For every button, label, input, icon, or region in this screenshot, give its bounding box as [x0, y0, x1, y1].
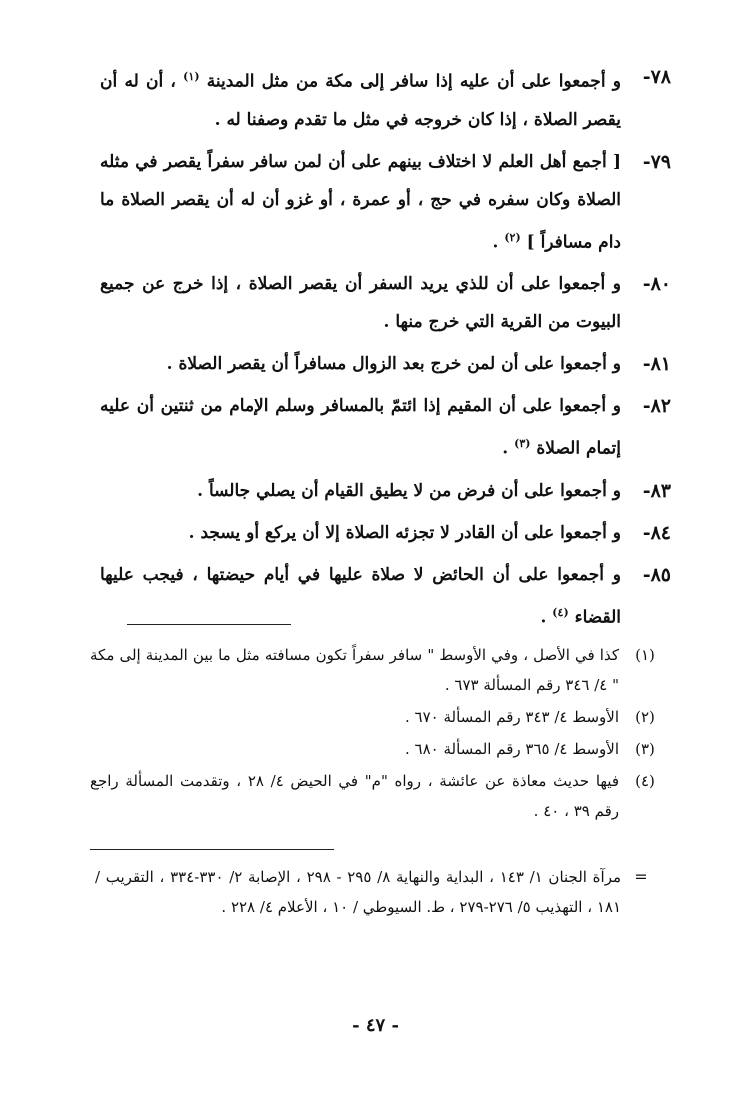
item-number: ٨٣- [642, 479, 671, 502]
footnote-text: كذا في الأصل ، وفي الأوسط " سافر سفراً تكون مسافته مثل ما بين المدينة إلى مكة " ٤/ ٣٤٦ رقم المسألة ٦٧٣ . [90, 646, 619, 694]
paragraph-82 [100, 387, 671, 468]
footnote-ref: (٤) [552, 605, 569, 619]
footnote-text: الأوسط ٤/ ٣٦٥ رقم المسألة ٦٨٠ . [404, 740, 619, 758]
paragraph-84 [100, 514, 671, 552]
item-number: ٨٢- [642, 395, 671, 418]
footnote-ref: (٢) [504, 230, 521, 244]
paragraph-83 [100, 472, 671, 510]
continued-footnote [95, 862, 661, 922]
item-number: ٨٥- [642, 563, 671, 586]
continuation-text: مرآة الجنان ١/ ١٤٣ ، البداية والنهاية ٨/ ٢٩٥ - ٢٩٨ ، الإصابة ٢/ ٣٣٠-٣٣٤ ، التقريب / ١٨١ ، التهذيب ٥/ ٢٧٦-٢٧٩ ، ط. السيوطي / ١٠ ، الأعلام ٤/ ٢٢٨ . [95, 868, 622, 916]
paragraph-80 [100, 265, 671, 341]
main-text [100, 58, 671, 641]
page-number: - ٤٧ - [352, 1015, 399, 1036]
item-text: و أجمعوا على أن القادر لا تجزئه الصلاة إلا أن يركع أو يسجد . [188, 522, 621, 543]
item-text: و أجمعوا على أن للذي يريد السفر أن يقصر الصلاة ، إذا خرج عن جميع البيوت من القرية التي خرج منها . [100, 274, 621, 333]
footnotes [90, 640, 671, 828]
footnote-text: فيها حديث معاذة عن عائشة ، رواه "م" في الحيض ٤/ ٢٨ ، وتقدمت المسألة راجع رقم ٣٩ ، ٤٠ . [90, 772, 620, 820]
item-number: ٨١- [642, 353, 671, 376]
item-text: و أجمعوا على أن لمن خرج بعد الزوال مسافراً أن يقصر الصلاة . [166, 354, 621, 375]
item-text: و أجمعوا على أن عليه إذا سافر إلى مكة من مثل المدينة $^{(١)}$ ، أن له أن يقصر الصلاة ، إذا كان خروجه في مثل ما تقدم وصفنا له . [100, 70, 621, 130]
footnote-separator [127, 624, 291, 625]
item-number: ٧٨- [642, 66, 671, 88]
footnote-2 [90, 702, 671, 732]
footnote-ref: (١) [183, 70, 200, 83]
item-text: و أجمعوا على أن فرض من لا يطيق القيام أن يصلي جالساً . [197, 480, 621, 501]
item-number: ٨٠- [642, 273, 671, 296]
continuation-mark: = [634, 867, 648, 886]
footnote-number: (٤) [635, 772, 655, 790]
paragraph-78 [100, 58, 671, 139]
footnote-1 [90, 640, 671, 700]
footnote-number: (٣) [635, 740, 655, 758]
item-text: و أجمعوا على أن المقيم إذا ائتمّ بالمسافر وسلم الإمام من ثنتين أن عليه إتمام الصلاة $^{(٣)}$ . [100, 396, 621, 459]
item-text: و أجمعوا على أن الحائض لا صلاة عليها في أيام حيضتها ، فيجب عليها القضاء $^{(٤)}$ . [100, 564, 621, 628]
continuation-separator [90, 849, 334, 850]
item-number: ٨٤- [642, 521, 671, 544]
footnote-3 [90, 734, 671, 764]
item-number: ٧٩- [642, 150, 671, 173]
footnote-ref: (٣) [514, 437, 531, 451]
footnote-number: (١) [635, 646, 655, 664]
footnote-text: الأوسط ٤/ ٣٤٣ رقم المسألة ٦٧٠ . [404, 708, 619, 726]
item-text: [ أجمع أهل العلم لا اختلاف بينهم على أن لمن سافر سفراً يقصر في مثله الصلاة وكان سفره في حج ، أو عمرة ، أو غزو أن له أن يقصر الصلاة ما دام مسافراً ] $^{(٢)}$ . [100, 151, 621, 253]
paragraph-81 [100, 345, 671, 383]
footnote-number: (٢) [635, 708, 655, 726]
paragraph-79 [100, 143, 671, 262]
footnote-4 [90, 766, 671, 826]
